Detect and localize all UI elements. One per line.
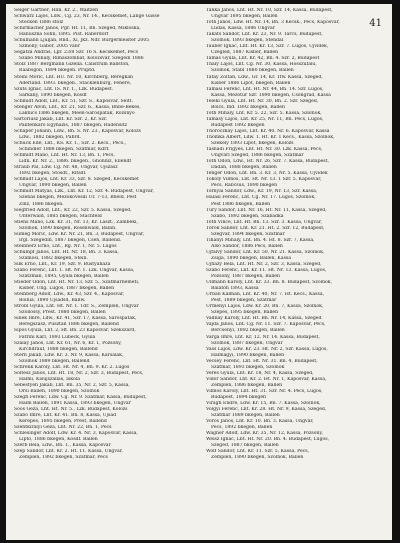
entry-line: Kerepes, 1895 bkegen, Prest, Ballend — [19, 419, 107, 425]
entry-line: Vajda János, Lnt. Cg. Nr. 11. Szr. 7. Kaposvár, Pécs, — [206, 322, 326, 328]
entry-line: Szegfi Ferenc, Ldw. Cg. Nr. 9. Szatmár, Kassa, Budapest, — [14, 395, 147, 400]
entry-line: Tököly Vilmos, Lnt. Ht. Nr. 13. 1 Szr. 5. Kaposvár, — [206, 177, 322, 183]
entry-line: Schmidt Mátyás, Lzk., Lnt. Kr. 12, Szr. 4. Budapest, Ungvár, — [14, 189, 154, 195]
entry-line: Schlesinger Adolf, Ldw. Kr. 4. Nr. 3, Kaposvár, Kassa, — [14, 431, 138, 437]
entry-line: Tanka János, Lnt. Ht. Nr. 10, Szr. 14, Kassa, Budapest, — [206, 8, 333, 13]
entry-line: Szép Sándor, Lnt. Kr. 2. Ht. 11. Kassa, Ungvár, — [14, 449, 123, 455]
entry-line: Szegvár, 1894 bkegen, Szatmár — [211, 231, 285, 237]
entry-line: Schmidt Manó, Lnt. Ht. Nr. 13, Bn. 1, Pécs, — [14, 153, 115, 159]
entry-line: Stiens Manó, Lzk. Kr. 31, Nr. 13, Kr. Laszt., Zámbeki, — [14, 219, 138, 225]
entry-line: Tóth János, Ldw. Ht. Nr. 14, Bn. 3 Kecsk., Pécs, Kaposvár, — [206, 20, 340, 26]
entry-line: Stieder Ödön, Lnt. Ht. Nr. 13, Szr. 5., Szatmárnémeti, — [14, 280, 140, 286]
right-column — [206, 8, 386, 536]
entry-line: Ujfalvy Sándor, Lnt. Kr. 50, Nr. 21. Kassa, Szolnok, — [206, 249, 325, 255]
entry-line: Török Sándor, Lnt. Kr. 21. Ht. 2. Szr. 12, Budapest, — [206, 225, 325, 231]
entry-line: Szüts Ignác, Lnt. IS. Nr. 1., Lzk. Budapest. — [14, 86, 114, 92]
entry-line: Szamosi, 1882 bkegen, Stein. — [19, 255, 88, 261]
entry-line: Segatza András, Lpr. 23/8 Szr. 16 S. Kecskemét, Pécs — [14, 50, 139, 56]
entry-line: Lidn. Kr. Nr. 2., 1886. bkegen., Ghonniz, Ellendf — [19, 159, 132, 165]
entry-line: Alsó Sándor, 1886 Pécs, Ballen — [211, 243, 283, 249]
entry-line: Fatrini Karl, 1893 Lübeck, Gyula — [19, 334, 96, 340]
page-number: 41 — [369, 18, 382, 29]
entry-line: Szénás bkegen, Mezőkövesdi Ur. 7-13, Bneld, Pest — [19, 195, 137, 201]
entry-line: Vörös János, Lnt. Kr. 10. Bn. 3. Kassa, Ungvár, — [206, 419, 314, 425]
entry-line: Tury Sándor, Lnt. Nr. 16, Ht. Nr. 11, Kassa, Szeged, — [206, 207, 327, 213]
entry-line: Urbán Kálmán, Lnt. Kr. 40, Nr. 7. Ht. Kecs., Kassa, — [206, 292, 325, 298]
entry-line: Sümeg Móric, Ldw. Kr. Nr. 21, Bn. 3, Budapest, Ungvár, — [14, 231, 145, 237]
entry-line: Szabó Ferenc, Lnt. 1. Ht. Nr. 1. Lzk. Ungvár, Kassa, — [14, 268, 135, 274]
entry-line: Palitenkaro Egyházis, 1887 bkegen, Rudensitz — [19, 122, 128, 128]
entry-line: Vilmos Károly, Lnt. Ht. 31. Szr. Nr. 4. Pécs, Lugos, — [206, 388, 323, 394]
entry-line: Schrenk Károly, Lnt. Ht. Nr. 4, Bn. 9. Kr. 2. Lugos — [14, 364, 130, 370]
entry-line: Ludas, Kassa, 1886 Ungvár — [211, 26, 275, 32]
entry-line: Schirmacher János, Pgr. Ht. 11, Bn. Szeged, Mikloska, — [14, 26, 141, 32]
entry-line: Völgyi Ferenc, Lnt. Kr. 28. Ht. Nr. 9, Kassa, Szeged, — [206, 407, 327, 413]
entry-line: Laknics 1886 bkegen, Meen-Sárospatak, Rozsnyó — [19, 110, 135, 116]
entry-line: Zemplén, 1892 bkegen, Szatmár, Pécs — [19, 455, 108, 461]
entry-line: Vass Lajos, Ldw. Kr. 23. Ht. Nr. 2, Szr. Kassa, Lugos, — [206, 346, 328, 352]
entry-line: Vécsey Ferenc, Lnt. Ht. Nr. 31. Bn. 4, Budapest, — [206, 358, 318, 364]
entry-line: Ujházy Béla, Lnt. Ht. Nr. 2, Szr. 3, Kassa, Szeged, — [206, 261, 322, 267]
entry-line: Szeged, 1887 bkegen, Ballen — [211, 443, 279, 449]
entry-line: Vadnay Károly, Lnt. Ht. Bn. Nr. 14, Kassa, Szeged — [206, 316, 322, 322]
entry-line: Tornyai Sándor, Ldw., Kr. 19, Nr. 13, Szr. Kassa, — [206, 189, 318, 195]
entry-line: Strobl Gyula, Lnt. Ht. Nr. 1. Tdr. S., Zemplén, Ungvár — [14, 304, 139, 310]
entry-line: Tóth Ödön, Ldw., Ht. Nr. 26, Szr. 7. Kassa, Budapest, — [206, 159, 329, 165]
entry-line: Ungvár, 1890 bkegen, Ballen — [19, 183, 87, 189]
entry-line: Stern Jakab, Ldw. Kr. 3. Nr. 9, Kassa, Karsalak, — [14, 352, 124, 358]
entry-line: Veres Gyula, Lnt. Kr. 18, Nr. 4, Kassa, Szeged, — [206, 370, 314, 376]
entry-line: Sipos Gyula, Lnt. 2, Ht. Bn. 23 Kaposvár, Szekszárd, — [14, 328, 136, 334]
entry-line: Raabsgon, 1894 bkegen. Pruptd. — [19, 68, 96, 74]
entry-line: Szabó Mihály, Rimaszombat, Kolozsvár, Szegedi 1886 — [19, 56, 144, 62]
entry-line: Szabó, 1892 bkegen, Szabadka — [211, 213, 284, 219]
entry-line: Wolf Sándor, Lnt. Kr. 11. Szr. 5, Kassa, Pécs, — [206, 449, 310, 455]
entry-line: 1892 bkegen, Stosdt., Ritsdf. — [19, 171, 87, 177]
entry-line: Dadán, 1888 bkegen, Ballen — [211, 165, 277, 171]
entry-line: Stenger Alvin, Lnt., Kr. 21, Szr. 6., Kassa, Bnbe-Bekes, — [14, 104, 141, 110]
entry-line: Steinberg Adolf, Ldw., Kr. 43, Szr. 4., Kaposvár, — [14, 292, 125, 298]
entry-line: Virágh Endre, Ldw. Kr. 15, Bn. 7. Kassa, Szolnok, — [206, 401, 321, 407]
entry-line: Tamás Gyula, Lnt. Kr. 42, Bn. 4. Szr. 2, Budapest — [206, 56, 320, 62]
entry-line: Sinek Imre, Ldw., Kr. 41, Szr. 17, Kassa, Sárospatak, — [14, 316, 137, 322]
entry-line: Tenger Ödön, Lnt. Bn. 3. Kr. 3, Nr. 5. Kassa, Ujvidék — [206, 171, 328, 177]
entry-line: Stecken 1886 stolz — [19, 20, 64, 26]
entry-line: Pozsony, 1887 bkegen, Ballen — [211, 274, 280, 280]
entry-line: Zemplén, 1886 bkegen, Ballen — [211, 382, 283, 388]
entry-line: Tihanyi Mihály, Lnt. Bn. 4. Ht. 8. Szr. 7, Kassa, — [206, 237, 315, 243]
entry-line: Schindler 1888 bkegen, Szatmár, Kdrf. — [19, 147, 110, 153]
entry-line: Szőllőssy, Prest. 1880 bkegen, Ballen — [19, 310, 106, 316]
entry-line: Soós Géza, Lnt. Ht. Nr. 5., Lzk. Budapest, Kolozs — [14, 407, 128, 413]
entry-line: Straub Pál, Ldw. Cg. Nr. 48, Ungvár, Ujszász — [14, 165, 118, 171]
entry-line: Szolnok 1889 bkegen, Ballend — [19, 358, 90, 364]
entry-line: Kisbér 1886 Lipót, bkegen, Ballen — [211, 80, 291, 86]
entry-line: Varga Imre, Lnt. Kr. 12. Nr. 14. Kassa, Budapest, — [206, 334, 320, 340]
entry-line: Ürményi Lajos, Ldw. Kr. 20, Bn. 7, Kassa, Szolnok, — [206, 304, 324, 310]
entry-line: Thomka Albert, Ldw. 1. Ht. Kr. 1 Kecs., Kassa, Szolnok, — [206, 134, 335, 140]
entry-line: Szepes, 1895 bkegen, Ballen — [211, 310, 279, 316]
entry-line: Czegléd, 1887 Kisbér, Ballen — [211, 50, 279, 56]
document-page — [6, 4, 392, 540]
entry-line: Tatay Zoltán, Ldw., Gr. 14, Kr. Tfw. Kassa, Szeged, — [206, 74, 323, 80]
entry-line: Szolnok, 1887 bkegen, Ungvár — [211, 340, 283, 346]
entry-line: Zemplén, 1890 bkegen, Szolnok, Ballen — [211, 455, 304, 461]
entry-line: Szabó Ferenc, Lnt. Kr. 11. Ht. Nr. 13. Kassa, Lugos, — [206, 268, 327, 274]
entry-line: Tóth Mihály, Lnt. Kr. 5. 22, Szr. 5. Kassa, Szolnok, — [206, 110, 322, 116]
entry-line: Schuck Ede, Lnt., KS. Kr. 1., Szr. 2. Kecs., Pécs., — [14, 141, 127, 147]
entry-line: Schmidt Adolf, Lnt., Kr. 51, Szr. S., Kaposvár, Seitt. — [14, 98, 133, 104]
entry-line: Szolnok, Stäbl 1880 bkegen, Ballen — [211, 68, 294, 74]
entry-line: Sebestyén Jakab, Lnt. Bn. 35, Nr. 2, Szr. 5, Kassa, — [14, 382, 130, 388]
entry-line: Tasnádi Frigyes, Lnt. Ht. Nr. 30. Lzk. Kassa, Pécs, — [206, 147, 323, 153]
entry-line: Bercsényi, 1892 bkegen, Ballen — [211, 328, 285, 334]
entry-line: Sartoriusz Jakab, Lnt. Kr. Szr. 2, Kr. Szr. — [14, 116, 108, 122]
left-column — [14, 8, 194, 536]
entry-line: Takáts Sándor, Lnt. Kr. 23, Nr. 9. Tarcs, Budapest, — [206, 32, 323, 38]
entry-line: Szatzman, 1895, Gyula bkegen, Ballen — [19, 274, 109, 280]
entry-line: Balaton 1893, Kassa — [211, 286, 259, 292]
entry-line: Tamásy Lajos, Lnt. Kr. 25, Nr. 11, Bn. Pécs, Lugos, — [206, 116, 324, 122]
entry-line: Halasi Ferenc, Lnt. Cg. Nr. 17. Lugos, Szolnok, — [206, 195, 316, 201]
entry-line: Orsi Ballen, 1890 bkegen, Szolnok — [19, 388, 100, 394]
entry-line: Szatmár 1889 bkegen, Ballen — [211, 413, 280, 419]
entry-line: Schumann Ljuljan, Rnd., Xi, Jkz. Ndr. Bürgermeister 2005 — [14, 38, 150, 44]
entry-line: Budapest, 1894 bkegen — [211, 395, 267, 400]
entry-line: Aderland. 1893. bkegen., Stacklenburg, Fehéré, — [19, 80, 132, 86]
entry-line: Hanuszna Sohn, 1895. Pist. Raberdorf — [19, 32, 109, 38]
entry-line: Szentkirályi Géza, Lnt. Nr. 22, Bn. 1, Pécs — [14, 425, 112, 431]
entry-line: Pécs, 1892 bkegen, Ballen — [211, 425, 273, 431]
entry-line: Schaper Johann, Ldw., Bn. S. Nr. 23., Kaposvár, Kolozs — [14, 128, 141, 134]
entry-line: Szabó Imre, Lnt. Kr. 41. Bn. 8, Kassa, Ujsád — [14, 413, 117, 419]
entry-line: Siegfried Adolf, Lnt., Kr. 22, Szr. 5. Kassa, Szeged, — [14, 207, 132, 213]
entry-line: Szmolly, Gabor, 2005 vanr — [19, 44, 80, 50]
entry-line: Szolnok, 1893 bkegen, Stendal — [211, 38, 284, 44]
entry-line: Ullmann Károly, Lnt. Kr. 33. Bn. 8. Budapest, Szolnok, — [206, 280, 333, 286]
entry-line: Ungvári Szeged, 1886 bkegen, Szatmár — [211, 153, 304, 159]
entry-line: Kassa, Mezőtúr Szr. 1890 bkegen, Csongrád, Kassa — [211, 92, 331, 98]
entry-line: Unterwald, 1885 bkegen, Stachfeld — [19, 213, 102, 219]
entry-line: Stolz 1887 Bergmann Gizella. Calistrum Ballston, — [14, 62, 130, 68]
entry-line: Schmidt Lajos, Lnt. Kr. 33, Szr. 8. Szeged, Kecskemét — [14, 177, 139, 183]
entry-line: Szekely 1893 Lipót, bkegen, Kolozs — [211, 141, 294, 147]
entry-line: Zsiga, 1890 bkegen, Ballen, Kassa — [211, 255, 292, 261]
entry-line: Thoroczkay Lajos, Lnt. Kr. 40. Nr. 6. Kaposvár, Kassa — [206, 128, 330, 134]
entry-line: Pest 1886 bkegen, Ballen — [211, 201, 271, 207]
entry-line: Tamasi Ferenc, Lnt. Ht. Nr. 44, Bn. 14. Szr. Lugos, — [206, 86, 324, 92]
entry-line: Ungvár 1895 bkegen, Ballen — [211, 14, 278, 20]
entry-line: Vidor Sándor, Lnt. Kr. 2. Ht. Nr. 1, Kaposvár, Kassa, — [206, 376, 327, 382]
entry-line: Tauber Ignác, Lnt. Ht. Kr. 13, Szr. 7. Lugos, Ujvidék, — [206, 44, 329, 50]
entry-line: Ldw., 1882 bkegen, Pabrd. — [19, 134, 82, 140]
entry-line: Budapest 1892 bkegen — [211, 122, 265, 128]
entry-line: Szalay János, Lnt. Kr. 61, Nr. 6, Kr. 1, Pozsony, — [14, 340, 122, 346]
entry-line: Wagner Adolf, Ldw. Kr. 35, Nr. 12, Kassa, Pozsony, — [206, 431, 323, 437]
entry-line: Pest, 1889 bkegen, Szatmár — [211, 298, 277, 304]
entry-line: Schumpf János, Lnt. Ht. Nr. 18, Bn. 3. Kassa, — [14, 249, 119, 255]
entry-line: Zinz, 1886 bkegen. — [19, 201, 64, 207]
entry-line: Soltész János, Lnt. Ht. 18, Nr. 2, Szr. 3, Budapest, Pécs, — [14, 370, 144, 376]
entry-line: Halmágyi, 1890 bkegen, Ballen — [211, 352, 285, 358]
entry-line: Halmi, Kisújszállás, Iskola — [19, 376, 81, 382]
entry-line: Teleki Gyula, Lnt. Ht. Nr. 30, Bn. 2. Szr. Szeged, — [206, 98, 319, 104]
entry-line: Szerb Béla, Ldw., Bn. 1., Kassa, Kaposvár — [14, 443, 111, 449]
entry-line: Halm Ballen, 1891 Kassa, 1893 bkegen, Ungvár — [19, 401, 131, 407]
entry-line: Pécs, Rábcsus, 1890 bkegen — [211, 183, 278, 189]
entry-line: Schwarz Lajos, Ldw., Cg. 23, Nr. 14., Kecskemét, Lange Gasse — [14, 14, 160, 20]
entry-line: Kirchdrauf, 1888 bkegen, Ballend — [19, 346, 98, 352]
entry-line: Beregszász, Pusztán 1886 bkegen, Ballend — [19, 322, 119, 328]
entry-line: Steini Móric, Lnt. HU. Nr. 10, Kirchberg, Beregkan — [14, 74, 134, 80]
entry-line: Bölcs, Ind. 1892 bkegen, Ballen — [211, 104, 285, 110]
entry-line: Silk Ernő, Lnt., Kr. 19, Szr. 9. Bustyaháza — [14, 261, 111, 267]
entry-line: Seiger Gärtner, Hlin. Kr. 2., Waitzen — [14, 8, 99, 13]
entry-line: Szolnok, 1890 bkegen, Rosenwald, Ballin. — [19, 225, 117, 231]
entry-line: Sárkány, 1890 bkegen, Kosdf — [19, 92, 87, 98]
entry-line: Weisz Ignác, Lnt. Ht. Nr. 20. Bn. 4. Budapest, Lugos, — [206, 437, 330, 443]
entry-line: Thaly Lajos, Lnt. Cg. Nr. 30, Kassa, Hosszúfalu, — [206, 62, 317, 68]
entry-line: Kisbér, Ung. Lugos, 1887 bkegen, Ballen — [19, 286, 115, 292]
entry-line: Bolnia, 1890 Ujsádsd, Ballw. — [19, 298, 86, 304]
entry-line: Steinherz Ernő, Lnt., Rg. Nr. 1, Nr. 5. Lugos — [14, 243, 117, 249]
entry-line: Liptó, 1886 bkegen, Kosdf. Ballen — [19, 437, 98, 443]
entry-line: Irgl. Szegedin, 1887 bkegen, Cseh, Ballend. — [19, 237, 122, 243]
entry-line: Szatmár, 1893 bkegen, Szolnok — [211, 364, 285, 370]
entry-line: Tóth Vince, Lnt. Ht. Bn. 13. Szr. 3. Kassa, Ungvár, — [206, 219, 323, 225]
